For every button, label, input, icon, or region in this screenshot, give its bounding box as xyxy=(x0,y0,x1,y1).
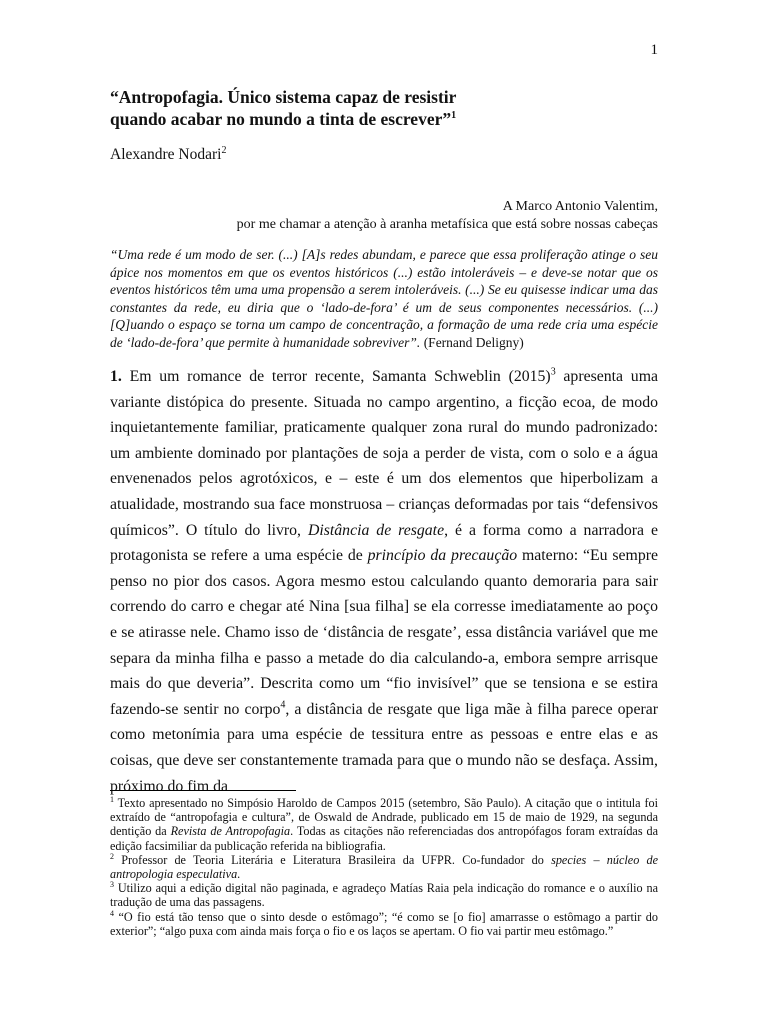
footnote-mark-1: 1 xyxy=(110,794,114,804)
article-title xyxy=(110,86,670,130)
footnote-ref-3[interactable]: 3 xyxy=(550,366,556,378)
principle-term: princípio da precaução xyxy=(367,547,518,565)
body-text-4: materno: “Eu sempre penso no pior dos casos. Agora mesmo estou calculando quanto demoraria para sair correndo do carro e chegar até Nina [sua filha] se ela corresse imediatamente ao poço e se atirasse nele. Chamo isso de ‘distância de resgate’, essa distância variável que me separa da minha filha e passo a metade do dia calculando-a, embora sempre arrisque mais do que deveria”. Descrita como um “fio invisível” que se tensiona e se estira fazendo-se sentir no corpo xyxy=(110,547,659,718)
footnote-mark-3: 3 xyxy=(110,880,114,890)
footnote-ref-1[interactable]: 1 xyxy=(451,110,457,122)
footnote-1-journal: Revista de Antropofagia xyxy=(170,824,291,839)
footnote-ref-4[interactable]: 4 xyxy=(280,699,286,711)
title-line-2: quando acabar no mundo a tinta de escrever” xyxy=(110,109,452,129)
section-number: 1. xyxy=(110,368,122,385)
author-name: Alexandre Nodari xyxy=(110,146,222,163)
footnote-mark-4: 4 xyxy=(110,908,114,918)
epigraph-text: “Uma rede é um modo de ser. (...) [A]s redes abundam, e parece que essa proliferação atinge o seu ápice nos momentos em que os eventos históricos (...) estão intoleráveis – e deve-se notar que os eventos históricos têm uma uma propensão a serem intoleráveis. (...) Se eu quisesse indicar uma das constantes da rede, eu diria que o ‘lado-de-fora’ é um de seus componentes necessários. (...) [Q]uando o espaço se torna um campo de concentração, a formação de uma rede cria uma espécie de ‘lado-de-fora’ que permite à humanidade sobreviver”. xyxy=(110,247,658,350)
footnote-2-species: species – núcleo de antropologia especulativa xyxy=(110,852,659,882)
footnote-separator xyxy=(110,790,296,791)
footnote-1-text-b: . Todas as citações não referenciadas dos antropófagos foram extraídas da edição facsimiliar da publicação referida na bibliografia. xyxy=(110,824,658,853)
dedication xyxy=(110,198,658,234)
body-text-2: apresenta uma variante distópica do presente. Situada no campo argentino, a ficção ecoa, de modo inquietantemente familiar, praticamente qualquer zona rural do mundo padronizado: um ambiente dominado por plantações de soja a perder de vista, com o solo e a água envenenados pelos agrotóxicos, e – este é um dos elementos que hiperbolizam a atualidade, mostrando sua face monstruosa – crianças deformadas por tais “defensivos químicos”. O título do livro, xyxy=(110,368,658,539)
footnote-2-text-b: . xyxy=(237,867,241,882)
body-text-5: , a distância de resgate que liga mãe à filha parece operar como metonímia para uma espécie de tessitura entre as pessoas e entre elas e as coisas, que deve ser constantemente tramada para que o mundo não se desfaça. Assim, próximo do fim da xyxy=(110,700,658,795)
epigraph xyxy=(110,246,658,351)
footnote-ref-2[interactable]: 2 xyxy=(221,144,227,156)
body-text-3: , é a forma como a narradora e protagonista se refere a uma espécie de xyxy=(110,521,659,565)
body-paragraph xyxy=(110,364,658,799)
footnote-3 xyxy=(110,881,658,909)
body-text-1: Em um romance de terror recente, Samanta Schweblin (2015) xyxy=(121,368,551,385)
title-line-1: “Antropofagia. Único sistema capaz de resistir xyxy=(110,87,457,107)
footnote-4-text: “O fio está tão tenso que o sinto desde o estômago”; “é como se [o fio] amarrasse o estômago a partir do exterior”; “algo puxa com ainda mais força o fio e os laços se apertam. O fio vai partir meu estômago.” xyxy=(110,909,658,938)
footnote-1 xyxy=(110,796,658,853)
dedication-line-1: A Marco Antonio Valentim, xyxy=(502,199,658,214)
page-number: 1 xyxy=(650,42,658,58)
footnote-2 xyxy=(110,853,658,881)
footnotes xyxy=(110,796,658,938)
footnote-4 xyxy=(110,910,658,938)
footnote-3-text: Utilizo aqui a edição digital não paginada, e agradeço Matías Raia pela indicação do romance e o auxílio na tradução de uma das passagens. xyxy=(110,881,658,910)
epigraph-attribution: (Fernand Deligny) xyxy=(423,334,524,350)
footnote-1-text-a: Texto apresentado no Simpósio Haroldo de Campos 2015 (setembro, São Paulo). A citação que o intitula foi extraído de “antropofagia e cultura”, de Oswald de Andrade, publicado em 15 de maio de 1929, na segunda dentição da xyxy=(110,796,658,839)
book-title: Distância de resgate xyxy=(307,521,445,539)
author-line xyxy=(110,146,226,164)
footnote-mark-2: 2 xyxy=(110,851,114,861)
dedication-line-2: por me chamar a atenção à aranha metafísica que está sobre nossas cabeças xyxy=(236,217,658,232)
footnote-2-text-a: Professor de Teoria Literária e Literatura Brasileira da UFPR. Co-fundador do xyxy=(114,852,552,867)
